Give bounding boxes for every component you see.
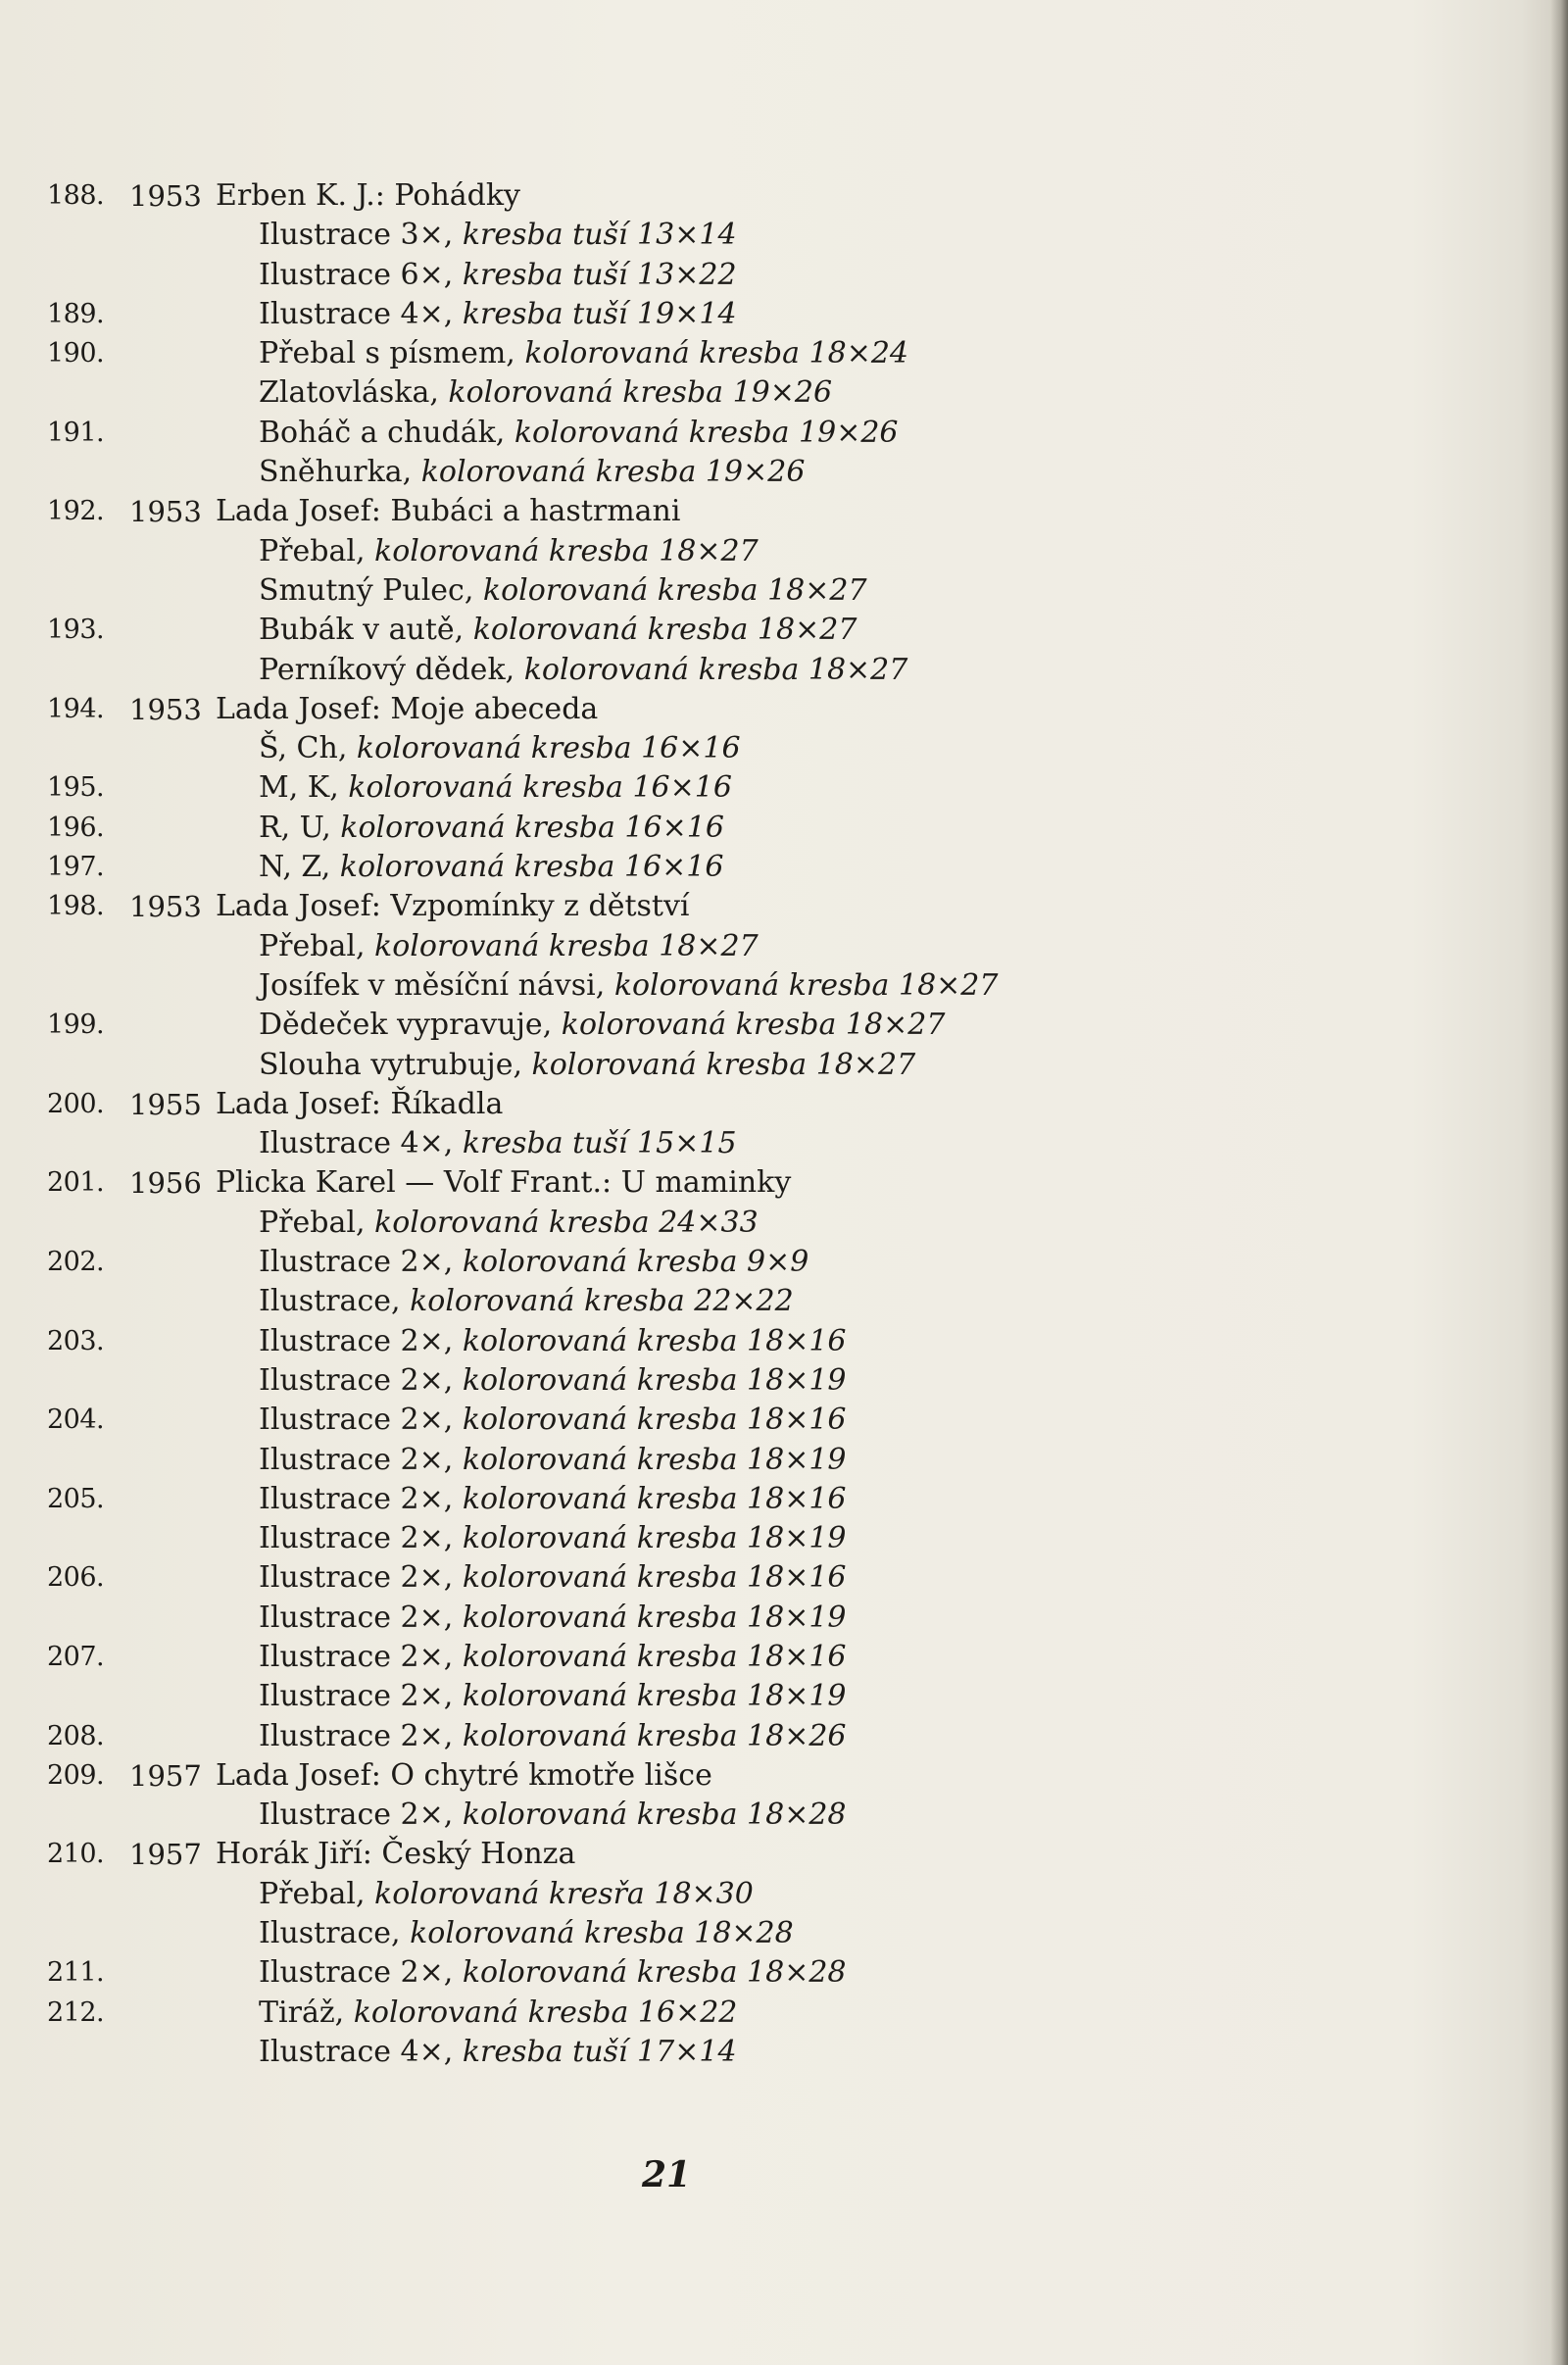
entry-text: Lada Josef: Říkadla	[216, 1086, 504, 1121]
catalog-row	[0, 1638, 1568, 1677]
entry-number: 209.	[47, 1759, 105, 1791]
entry-description	[259, 611, 857, 650]
entry-text: M, K,	[259, 770, 349, 806]
entry-description	[259, 729, 741, 768]
entry-text: Přebal,	[259, 1205, 375, 1240]
entry-description	[259, 295, 737, 334]
entry-text: Ilustrace 2×,	[259, 1362, 463, 1398]
entry-title	[216, 887, 690, 926]
entry-text: Ilustrace,	[259, 1916, 411, 1951]
entry-technique: kolorovaná kresba 18×27	[531, 1047, 916, 1082]
entry-description	[259, 1401, 847, 1440]
entry-text: Ilustrace 2×,	[259, 1798, 463, 1833]
entry-number: 197.	[47, 852, 105, 883]
entry-text: Zlatovláska,	[259, 375, 449, 411]
catalog-row	[0, 1756, 1568, 1796]
catalog-row	[0, 768, 1568, 808]
entry-technique: kolorovaná kresba 19×26	[514, 415, 899, 450]
entry-number: 188.	[47, 180, 105, 211]
entry-technique: kolorovaná kresba 18×27	[374, 928, 759, 963]
entry-title	[216, 1835, 575, 1874]
catalog-row	[0, 1006, 1568, 1045]
entry-technique: kolorovaná kresba 24×33	[374, 1205, 759, 1240]
entry-number: 189.	[47, 298, 105, 329]
entry-description	[259, 1480, 847, 1519]
entry-description	[259, 1914, 794, 1953]
entry-technique: kolorovaná kresba 18×24	[524, 336, 909, 371]
catalog-row	[0, 1796, 1568, 1835]
entry-text: Ilustrace 2×,	[259, 1442, 463, 1477]
catalog-row	[0, 295, 1568, 334]
entry-technique: kolorovaná kresba 18×27	[561, 1008, 946, 1043]
catalog-row	[0, 1361, 1568, 1401]
entry-number: 207.	[47, 1641, 105, 1672]
entry-number: 191.	[47, 417, 105, 448]
entry-description	[259, 1953, 847, 1993]
catalog-row	[0, 1717, 1568, 1756]
entry-technique: kresba tuší 15×15	[462, 1126, 737, 1161]
catalog-entry-list	[0, 176, 1568, 2072]
catalog-row	[0, 453, 1568, 492]
entry-description	[259, 1638, 847, 1677]
entry-description	[259, 966, 998, 1006]
entry-technique: kolorovaná kresba 18×28	[410, 1916, 794, 1951]
entry-technique: kolorovaná kresba 16×16	[340, 810, 724, 845]
entry-technique: kresba tuší 19×14	[462, 296, 737, 331]
entry-number: 204.	[47, 1404, 105, 1436]
entry-technique: kolorovaná kresba 19×26	[420, 455, 806, 490]
entry-technique: kolorovaná kresba 18×19	[462, 1679, 847, 1714]
entry-technique: kolorovaná kresba 18×19	[462, 1442, 847, 1477]
entry-description	[259, 651, 907, 690]
entry-title	[216, 1085, 503, 1124]
entry-description	[259, 1875, 754, 1914]
entry-technique: kolorovaná kresba 18×19	[462, 1362, 847, 1398]
entry-description	[259, 334, 908, 373]
catalog-row	[0, 1163, 1568, 1203]
catalog-row	[0, 2033, 1568, 2072]
entry-description	[259, 768, 732, 808]
catalog-row	[0, 1677, 1568, 1716]
entry-text: Ilustrace 2×,	[259, 1600, 463, 1635]
entry-text: Josífek v měsíční návsi,	[259, 967, 614, 1003]
entry-year: 1953	[129, 179, 202, 213]
entry-text: Plicka Karel — Volf Frant.: U maminky	[216, 1165, 792, 1201]
entry-number: 212.	[47, 1996, 105, 2028]
catalog-row	[0, 1243, 1568, 1282]
entry-description	[259, 1441, 847, 1480]
catalog-row	[0, 1282, 1568, 1321]
catalog-row	[0, 1204, 1568, 1243]
catalog-row	[0, 848, 1568, 887]
entry-technique: kolorovaná kresba 18×26	[462, 1718, 847, 1753]
catalog-row	[0, 373, 1568, 413]
entry-text: R, U,	[259, 810, 341, 845]
entry-description	[259, 453, 805, 492]
entry-text: Ilustrace 3×,	[259, 218, 463, 253]
page-number: 21	[641, 2154, 692, 2195]
entry-description	[259, 1558, 847, 1598]
entry-year: 1953	[129, 495, 202, 529]
catalog-row	[0, 1599, 1568, 1638]
catalog-row	[0, 414, 1568, 453]
entry-description	[259, 1243, 808, 1282]
catalog-row	[0, 1994, 1568, 2033]
catalog-row	[0, 729, 1568, 768]
entry-description	[259, 927, 759, 966]
catalog-row	[0, 1558, 1568, 1598]
entry-text: Ilustrace 4×,	[259, 2034, 463, 2069]
entry-technique: kolorovaná kresba 18×28	[462, 1798, 847, 1833]
entry-description	[259, 256, 737, 295]
catalog-row	[0, 1480, 1568, 1519]
entry-text: Ilustrace,	[259, 1284, 411, 1319]
entry-text: Ilustrace 2×,	[259, 1323, 463, 1358]
catalog-row	[0, 334, 1568, 373]
entry-text: Přebal,	[259, 928, 375, 963]
entry-year: 1953	[129, 890, 202, 924]
catalog-row	[0, 1322, 1568, 1361]
catalog-row	[0, 887, 1568, 926]
entry-description	[259, 1204, 759, 1243]
entry-text: Slouha vytrubuje,	[259, 1047, 532, 1082]
entry-year: 1957	[129, 1758, 202, 1793]
catalog-row	[0, 216, 1568, 255]
entry-technique: kolorovaná kresba 18×16	[462, 1560, 847, 1596]
entry-technique: kolorovaná kresba 9×9	[462, 1245, 809, 1280]
entry-title	[216, 176, 520, 216]
entry-year: 1953	[129, 692, 202, 726]
entry-text: Horák Jiří: Český Honza	[216, 1837, 576, 1872]
entry-text: Lada Josef: O chytré kmotře lišce	[216, 1757, 712, 1793]
entry-technique: kolorovaná kresba 16×16	[356, 731, 741, 766]
entry-technique: kolorovaná kresba 18×16	[462, 1323, 847, 1358]
entry-technique: kolorovaná kresba 18×16	[462, 1639, 847, 1674]
entry-number: 194.	[47, 693, 105, 724]
entry-text: Ilustrace 2×,	[259, 1955, 463, 1991]
entry-description	[259, 1796, 847, 1835]
entry-description	[259, 1994, 737, 2033]
entry-technique: kolorovaná kresba 18×16	[462, 1403, 847, 1438]
entry-text: Tiráž,	[259, 1995, 354, 2030]
entry-text: Ilustrace 2×,	[259, 1521, 463, 1556]
entry-text: Erben K. J.: Pohádky	[216, 178, 520, 213]
entry-description	[259, 1124, 737, 1163]
entry-description	[259, 1282, 794, 1321]
catalog-row	[0, 1953, 1568, 1993]
entry-technique: kolorovaná kresba 16×16	[348, 770, 732, 806]
entry-number: 193.	[47, 615, 105, 646]
entry-title	[216, 492, 680, 531]
entry-description	[259, 571, 867, 611]
entry-title	[216, 1756, 712, 1796]
entry-description	[259, 1677, 847, 1716]
entry-technique: kresba tuší 13×22	[462, 257, 737, 292]
entry-number: 190.	[47, 338, 105, 370]
catalog-row	[0, 1875, 1568, 1914]
entry-description	[259, 216, 737, 255]
entry-technique: kresba tuší 17×14	[462, 2034, 737, 2069]
entry-text: Ilustrace 2×,	[259, 1560, 463, 1596]
entry-number: 200.	[47, 1088, 105, 1119]
entry-text: Lada Josef: Moje abeceda	[216, 691, 599, 726]
catalog-row	[0, 927, 1568, 966]
entry-text: Ilustrace 2×,	[259, 1639, 463, 1674]
entry-technique: kolorovaná kresba 22×22	[410, 1284, 794, 1319]
entry-text: Ilustrace 6×,	[259, 257, 463, 292]
entry-description	[259, 373, 832, 413]
entry-text: Sněhurka,	[259, 455, 421, 490]
entry-number: 211.	[47, 1957, 105, 1989]
entry-title	[216, 690, 598, 729]
entry-title	[216, 1163, 791, 1203]
entry-number: 195.	[47, 772, 105, 804]
entry-description	[259, 848, 723, 887]
entry-technique: kolorovaná kresřa 18×30	[374, 1876, 754, 1911]
catalog-row	[0, 1519, 1568, 1558]
entry-text: Boháč a chudák,	[259, 415, 514, 450]
entry-text: Přebal,	[259, 1876, 375, 1911]
entry-text: Ilustrace 2×,	[259, 1403, 463, 1438]
entry-description	[259, 1006, 945, 1045]
entry-technique: kolorovaná kresba 18×27	[613, 967, 999, 1003]
entry-year: 1956	[129, 1166, 202, 1201]
entry-technique: kolorovaná kresba 18×27	[472, 613, 858, 648]
entry-number: 208.	[47, 1720, 105, 1751]
catalog-row	[0, 256, 1568, 295]
entry-text: Bubák v autě,	[259, 613, 473, 648]
catalog-row	[0, 1835, 1568, 1874]
entry-technique: kolorovaná kresba 18×19	[462, 1600, 847, 1635]
entry-description	[259, 1046, 915, 1085]
catalog-row	[0, 492, 1568, 531]
entry-number: 202.	[47, 1247, 105, 1278]
catalog-row	[0, 611, 1568, 650]
entry-technique: kolorovaná kresba 18×27	[374, 533, 759, 568]
catalog-row	[0, 1441, 1568, 1480]
entry-text: Smutný Pulec,	[259, 572, 483, 608]
entry-description	[259, 1717, 847, 1756]
entry-technique: kolorovaná kresba 16×16	[339, 850, 724, 885]
entry-description	[259, 414, 899, 453]
entry-text: Ilustrace 2×,	[259, 1481, 463, 1516]
entry-number: 201.	[47, 1167, 105, 1199]
entry-description	[259, 532, 759, 571]
catalog-row	[0, 809, 1568, 848]
entry-text: Přebal,	[259, 533, 375, 568]
entry-number: 205.	[47, 1483, 105, 1514]
entry-text: Ilustrace 2×,	[259, 1718, 463, 1753]
entry-text: Přebal s písmem,	[259, 336, 525, 371]
entry-text: Dědeček vypravuje,	[259, 1008, 562, 1043]
entry-text: N, Z,	[259, 850, 340, 885]
entry-technique: kolorovaná kresba 18×19	[462, 1521, 847, 1556]
catalog-row	[0, 690, 1568, 729]
entry-description	[259, 1361, 847, 1401]
entry-text: Lada Josef: Vzpomínky z dětství	[216, 889, 690, 924]
entry-description	[259, 809, 724, 848]
catalog-row	[0, 966, 1568, 1006]
catalog-row	[0, 1914, 1568, 1953]
catalog-row	[0, 532, 1568, 571]
entry-description	[259, 1519, 847, 1558]
entry-text: Š, Ch,	[259, 731, 357, 766]
entry-text: Ilustrace 2×,	[259, 1245, 463, 1280]
entry-number: 196.	[47, 812, 105, 843]
entry-text: Ilustrace 4×,	[259, 1126, 463, 1161]
entry-number: 198.	[47, 891, 105, 922]
entry-technique: kolorovaná kresba 18×27	[482, 572, 867, 608]
catalog-row	[0, 1046, 1568, 1085]
entry-number: 210.	[47, 1839, 105, 1870]
entry-technique: kolorovaná kresba 18×16	[462, 1481, 847, 1516]
entry-description	[259, 1599, 847, 1638]
entry-technique: kolorovaná kresba 18×27	[523, 652, 908, 687]
entry-technique: kolorovaná kresba 18×28	[462, 1955, 847, 1991]
catalog-row	[0, 176, 1568, 216]
entry-technique: kolorovaná kresba 19×26	[448, 375, 833, 411]
catalog-row	[0, 1124, 1568, 1163]
entry-text: Perníkový dědek,	[259, 652, 524, 687]
catalog-row	[0, 1085, 1568, 1124]
catalog-row	[0, 651, 1568, 690]
entry-number: 206.	[47, 1562, 105, 1594]
entry-number: 203.	[47, 1325, 105, 1356]
entry-description	[259, 1322, 847, 1361]
entry-text: Lada Josef: Bubáci a hastrmani	[216, 494, 681, 529]
entry-text: Ilustrace 2×,	[259, 1679, 463, 1714]
entry-number: 199.	[47, 1010, 105, 1041]
entry-description	[259, 2033, 737, 2072]
catalog-row	[0, 1401, 1568, 1440]
catalog-row	[0, 571, 1568, 611]
entry-technique: kolorovaná kresba 16×22	[353, 1995, 738, 2030]
entry-technique: kresba tuší 13×14	[462, 218, 737, 253]
entry-year: 1957	[129, 1838, 202, 1872]
entry-text: Ilustrace 4×,	[259, 296, 463, 331]
entry-number: 192.	[47, 496, 105, 527]
entry-year: 1955	[129, 1087, 202, 1121]
